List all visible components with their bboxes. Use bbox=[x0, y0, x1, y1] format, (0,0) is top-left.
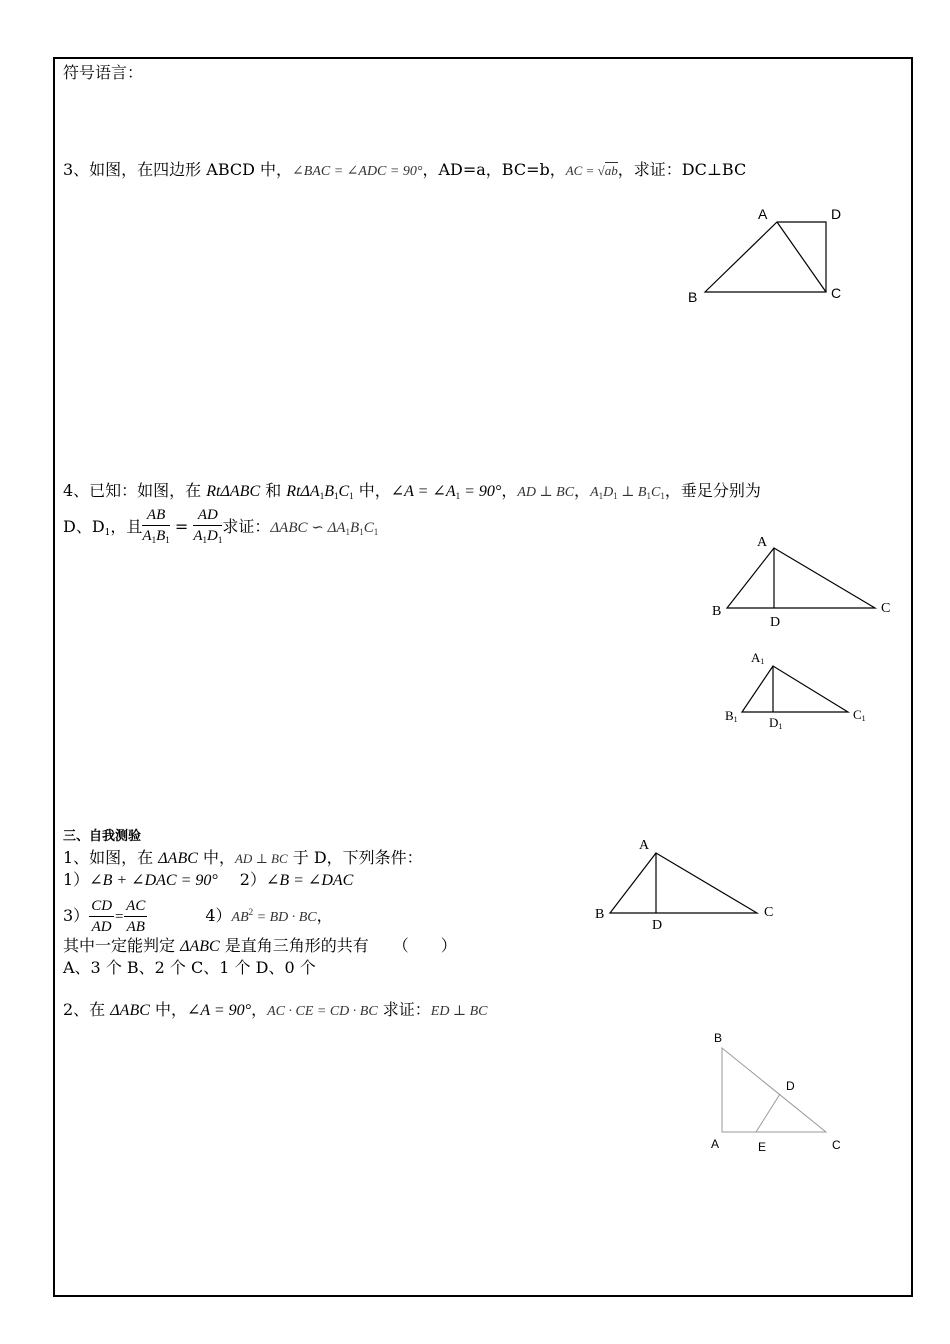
q3-ac-radicand: ab bbox=[604, 163, 618, 178]
s3-q1-prefix: 1、如图，在 bbox=[63, 848, 159, 867]
q4-fig1-label-c: C bbox=[881, 601, 891, 616]
q4-a1d1-perp-b1c1: $A_1D_1$ ⊥ $B_1C_1$ bbox=[590, 485, 665, 501]
s3-q1-perp: AD ⊥ BC bbox=[234, 851, 288, 866]
cond1-label: 1） bbox=[63, 870, 90, 889]
q4-fig2-label-d1: D1 bbox=[769, 715, 783, 731]
q4-rt1: RtΔABC bbox=[206, 483, 261, 500]
q3-label-c: C bbox=[831, 285, 842, 301]
symbol-language-label: 符号语言： bbox=[63, 63, 144, 82]
cond4: $AB^2$ = BD · BC bbox=[231, 907, 317, 925]
q3-angle-eq: ∠BAC = ∠ADC = 90° bbox=[292, 164, 423, 179]
q4-fig1-label-b: B bbox=[712, 604, 722, 619]
q3-prefix: 3、如图，在四边形 ABCD 中， bbox=[63, 160, 293, 179]
s3-q1-triangle bbox=[610, 853, 757, 913]
s3-q1-conditions-12 bbox=[63, 870, 353, 891]
q4-in: 中， bbox=[353, 481, 391, 500]
q4-fig2-label-a1: A1 bbox=[751, 650, 765, 666]
q4-fig1-label-d: D bbox=[770, 615, 781, 630]
judge-tri: ΔABC bbox=[180, 938, 220, 955]
q3-figure bbox=[705, 222, 826, 292]
q3-prove: ，求证：DC⊥BC bbox=[617, 160, 747, 179]
q4-fig2-label-c1: C1 bbox=[853, 707, 866, 723]
q4-figure1 bbox=[727, 548, 875, 608]
cond4-label: 4） bbox=[205, 906, 232, 925]
judge-tail: 是直角三角形的共有 （ ） bbox=[219, 936, 457, 955]
q3-label-d: D bbox=[831, 206, 842, 222]
s3-q2-label-b: B bbox=[714, 1031, 723, 1045]
s3-q2-line bbox=[63, 1000, 487, 1022]
q4-comma2: ， bbox=[574, 481, 591, 500]
s3-q2-eq: AC · CE = CD · BC bbox=[267, 1004, 378, 1019]
q4-tail: ，垂足分别为 bbox=[664, 481, 761, 500]
q4-angle: ∠A = $\angle A_1 = 90^\circ$ bbox=[390, 483, 502, 501]
q3-ac-lhs: AC = bbox=[565, 163, 598, 178]
s3-q2-prefix: 2、在 bbox=[63, 1000, 111, 1019]
s3-q2-segment-ed bbox=[756, 1094, 780, 1132]
q4-line2 bbox=[63, 505, 378, 555]
q3-quadrilateral bbox=[705, 222, 826, 292]
cond4-tail: ， bbox=[316, 906, 333, 925]
s3-q1-label-c: C bbox=[764, 905, 774, 920]
s3-q1-line1 bbox=[63, 848, 423, 869]
judge-prefix: 其中一定能判定 bbox=[63, 936, 181, 955]
s3-q1-options: A、3 个 B、2 个 C、1 个 D、0 个 bbox=[63, 958, 316, 977]
q4-d-d1: D、$D_1$ bbox=[63, 517, 111, 538]
q3-diagonal-ac bbox=[777, 222, 826, 292]
q3-label-b: B bbox=[688, 289, 698, 305]
s3-q1-tail: 于 D，下列条件： bbox=[287, 848, 423, 867]
q4-and: 和 bbox=[260, 481, 287, 500]
s3-q2-mid: 中， bbox=[149, 1000, 187, 1019]
cond3-equals: = bbox=[114, 909, 125, 925]
q4-qie: ，且 bbox=[110, 517, 143, 536]
s3-q2-triangle bbox=[722, 1048, 826, 1132]
s3-q1-label-d: D bbox=[652, 918, 663, 933]
q4-triangle-abc bbox=[727, 548, 875, 608]
q3-label-a: A bbox=[758, 206, 768, 222]
q3-sides: ，AD=a，BC=b， bbox=[422, 160, 566, 179]
q4-fraction2: $\frac{AD}{A_1D_1}$ bbox=[193, 507, 223, 545]
q4-equals: = bbox=[169, 517, 194, 536]
q4-comma1: ， bbox=[501, 481, 518, 500]
s3-q1-figure bbox=[610, 853, 757, 913]
q4-similar: ΔABC ∽ $\Delta A_1B_1C_1$ bbox=[270, 520, 379, 537]
cond2: ∠B = ∠DAC bbox=[265, 872, 354, 889]
cond3-label: 3） bbox=[63, 906, 90, 925]
q4-fig1-label-a: A bbox=[757, 535, 768, 550]
q4-rt2: $Rt\Delta A_1B_1C_1$ bbox=[286, 483, 354, 501]
q4-fig2-label-b1: B1 bbox=[725, 708, 738, 724]
q3-sqrt-sign: √ bbox=[597, 163, 605, 178]
cond1: ∠B + ∠DAC = 90° bbox=[89, 872, 218, 889]
s3-q2-label-c: C bbox=[832, 1138, 841, 1152]
cond3-frac1: $\frac{CD}{AD}$ bbox=[91, 898, 113, 935]
s3-q2-angle: ∠A = 90° bbox=[186, 1002, 252, 1019]
q4-line1 bbox=[63, 481, 761, 506]
s3-q1-conditions-34 bbox=[63, 890, 333, 940]
q4-ad-perp-bc: AD ⊥ BC bbox=[517, 485, 575, 500]
s3-q1-label-b: B bbox=[595, 907, 605, 922]
s3-q2-label-d: D bbox=[786, 1079, 795, 1093]
s3-q2-goal: ED ⊥ BC bbox=[430, 1004, 488, 1019]
q4-prefix: 4、已知：如图，在 bbox=[63, 481, 207, 500]
s3-q2-label-a: A bbox=[711, 1137, 720, 1151]
s3-q2-label-e: E bbox=[758, 1140, 767, 1154]
q4-prove-label: 求证： bbox=[222, 517, 271, 536]
q4-figure2 bbox=[742, 666, 848, 712]
q4-triangle-a1b1c1 bbox=[742, 666, 848, 712]
section3-title: 三、自我测验 bbox=[63, 829, 142, 844]
s3-q2-tri: ΔABC bbox=[110, 1002, 150, 1019]
s3-q2-figure bbox=[722, 1048, 826, 1132]
s3-q1-tri: ΔABC bbox=[158, 850, 198, 867]
cond3-frac2: $\frac{AC}{AB}$ bbox=[126, 898, 146, 935]
s3-q1-label-a: A bbox=[639, 838, 650, 853]
s3-q1-mid: 中， bbox=[197, 848, 235, 867]
s3-q2-comma: ， bbox=[251, 1000, 268, 1019]
s3-q2-prove: 求证： bbox=[377, 1000, 431, 1019]
cond2-label: 2） bbox=[239, 870, 266, 889]
q4-fraction1: $\frac{AB}{A_1B_1}$ bbox=[142, 507, 170, 545]
s3-q1-judge-line bbox=[63, 936, 457, 957]
